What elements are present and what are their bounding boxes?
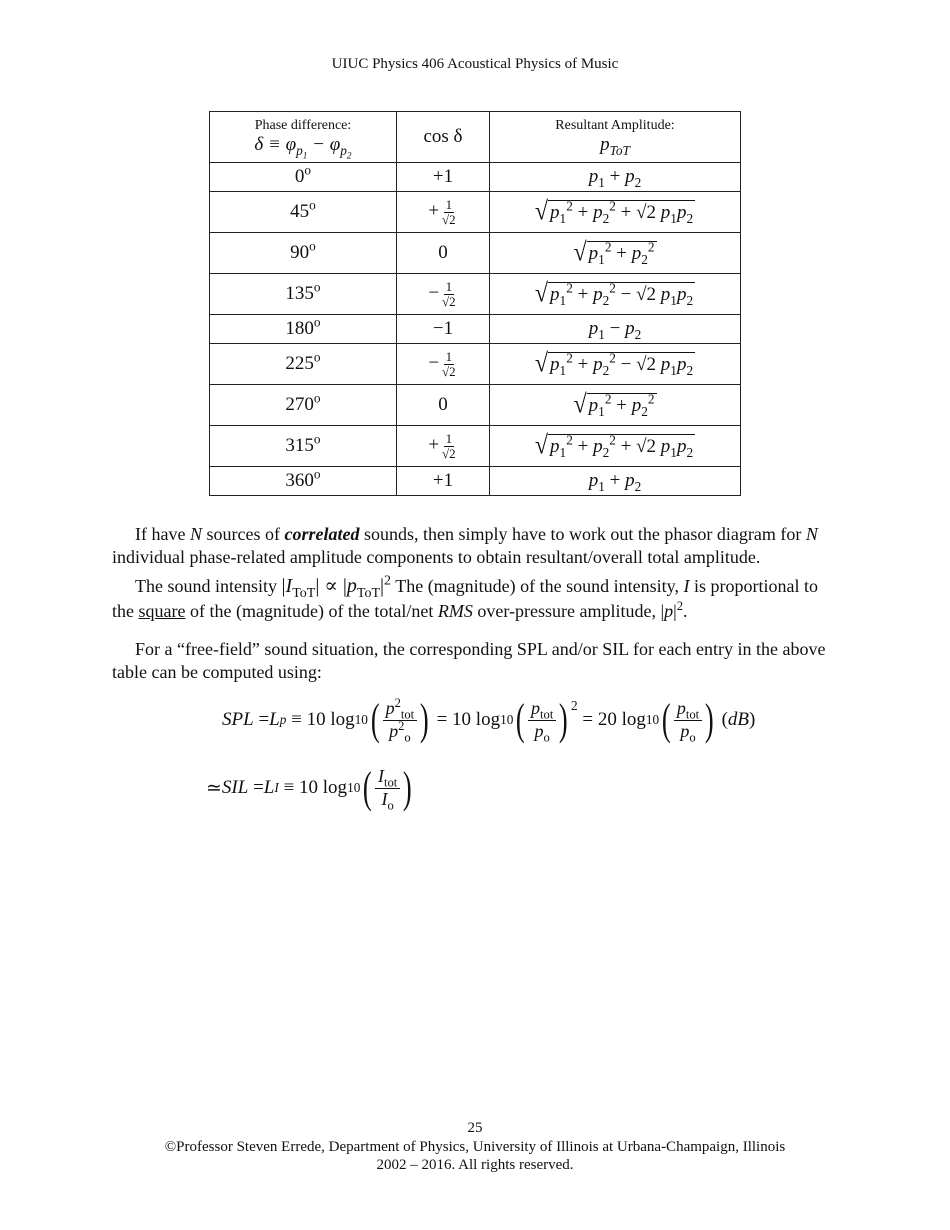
spl-equation: SPL = L p ≡ 10 log 10 ( $\frac{p^2_{tot}}{p^2_o}$ ) = 10 log 10 ( $\frac{p_{tot}}{p_o}$ ) $^2$ = 20 log 10 ( $\frac{p_{tot}}{p_o}$ ) ( dB ) [222,695,756,745]
table-header-row [210,112,741,163]
table-row: 360$^o$ +1 $p_1 + p_2$ [210,467,741,496]
page-number: 25 [467,1120,483,1136]
table-row: 315$^o$ + $\frac{1}{√2}$ √ $p_1^2 + p_2^2 + √2$ $p_1p_2$ [210,426,741,467]
table-row: 90$^o$ 0 √ $p_1^2 + p_2^2$ [210,233,741,274]
copyright-line-1: ©Professor Steven Errede, Department of Physics, University of Illinois at Urbana-Champaign, Illinois [164,1139,786,1155]
table-row: 225$^o$ − $\frac{1}{√2}$ √ $p_1^2 + p_2^2 - √2$ $p_1p_2$ [210,344,741,385]
page-header: UIUC Physics 406 Acoustical Physics of Music [331,56,619,72]
col-cos-header: cos δ [397,112,490,163]
table-row: 135$^o$ − $\frac{1}{√2}$ √ $p_1^2 + p_2^2 - √2$ $p_1p_2$ [210,274,741,315]
col-amplitude-header: Resultant Amplitude: $p_{ToT}$ [490,112,741,163]
table-row: 45$^o$ + $\frac{1}{√2}$ √ $p_1^2 + p_2^2 + √2$ $p_1p_2$ [210,192,741,233]
paragraph-free-field: For a “free-field” sound situation, the corresponding SPL and/or SIL for each entry in the above table can be computed using: [112,639,826,682]
copyright-line-2: 2002 – 2016. All rights reserved. [376,1157,574,1173]
phase-table [209,111,741,496]
table-row: 180$^o$ −1 $p_1 - p_2$ [210,315,741,344]
table-row: 0$^o$ +1 $p_1 + p_2$ [210,163,741,192]
paragraph-correlated: If have N sources of correlated sounds, then simply have to work out the phasor diagram for N individual phase-related amplitude components to obtain resultant/overall total amplitude. [112,524,818,567]
col-phase-header: Phase difference: $\delta \equiv \varphi_{p_1} - \varphi_{p_2}$ [210,112,397,163]
sil-equation: ≃ SIL = L I ≡ 10 log 10 ( $\frac{I_{tot}}{I_o}$ ) [206,763,413,813]
table-row: 270$^o$ 0 √ $p_1^2 + p_2^2$ [210,385,741,426]
paragraph-intensity: The sound intensity $|I_{ToT}| \propto |p_{ToT}|^2$ The (magnitude) of the sound intensity, I is proportional to the square of the (magnitude) of the total/net RMS over-pressure amplitude, $|p|^2$. [112,573,818,621]
